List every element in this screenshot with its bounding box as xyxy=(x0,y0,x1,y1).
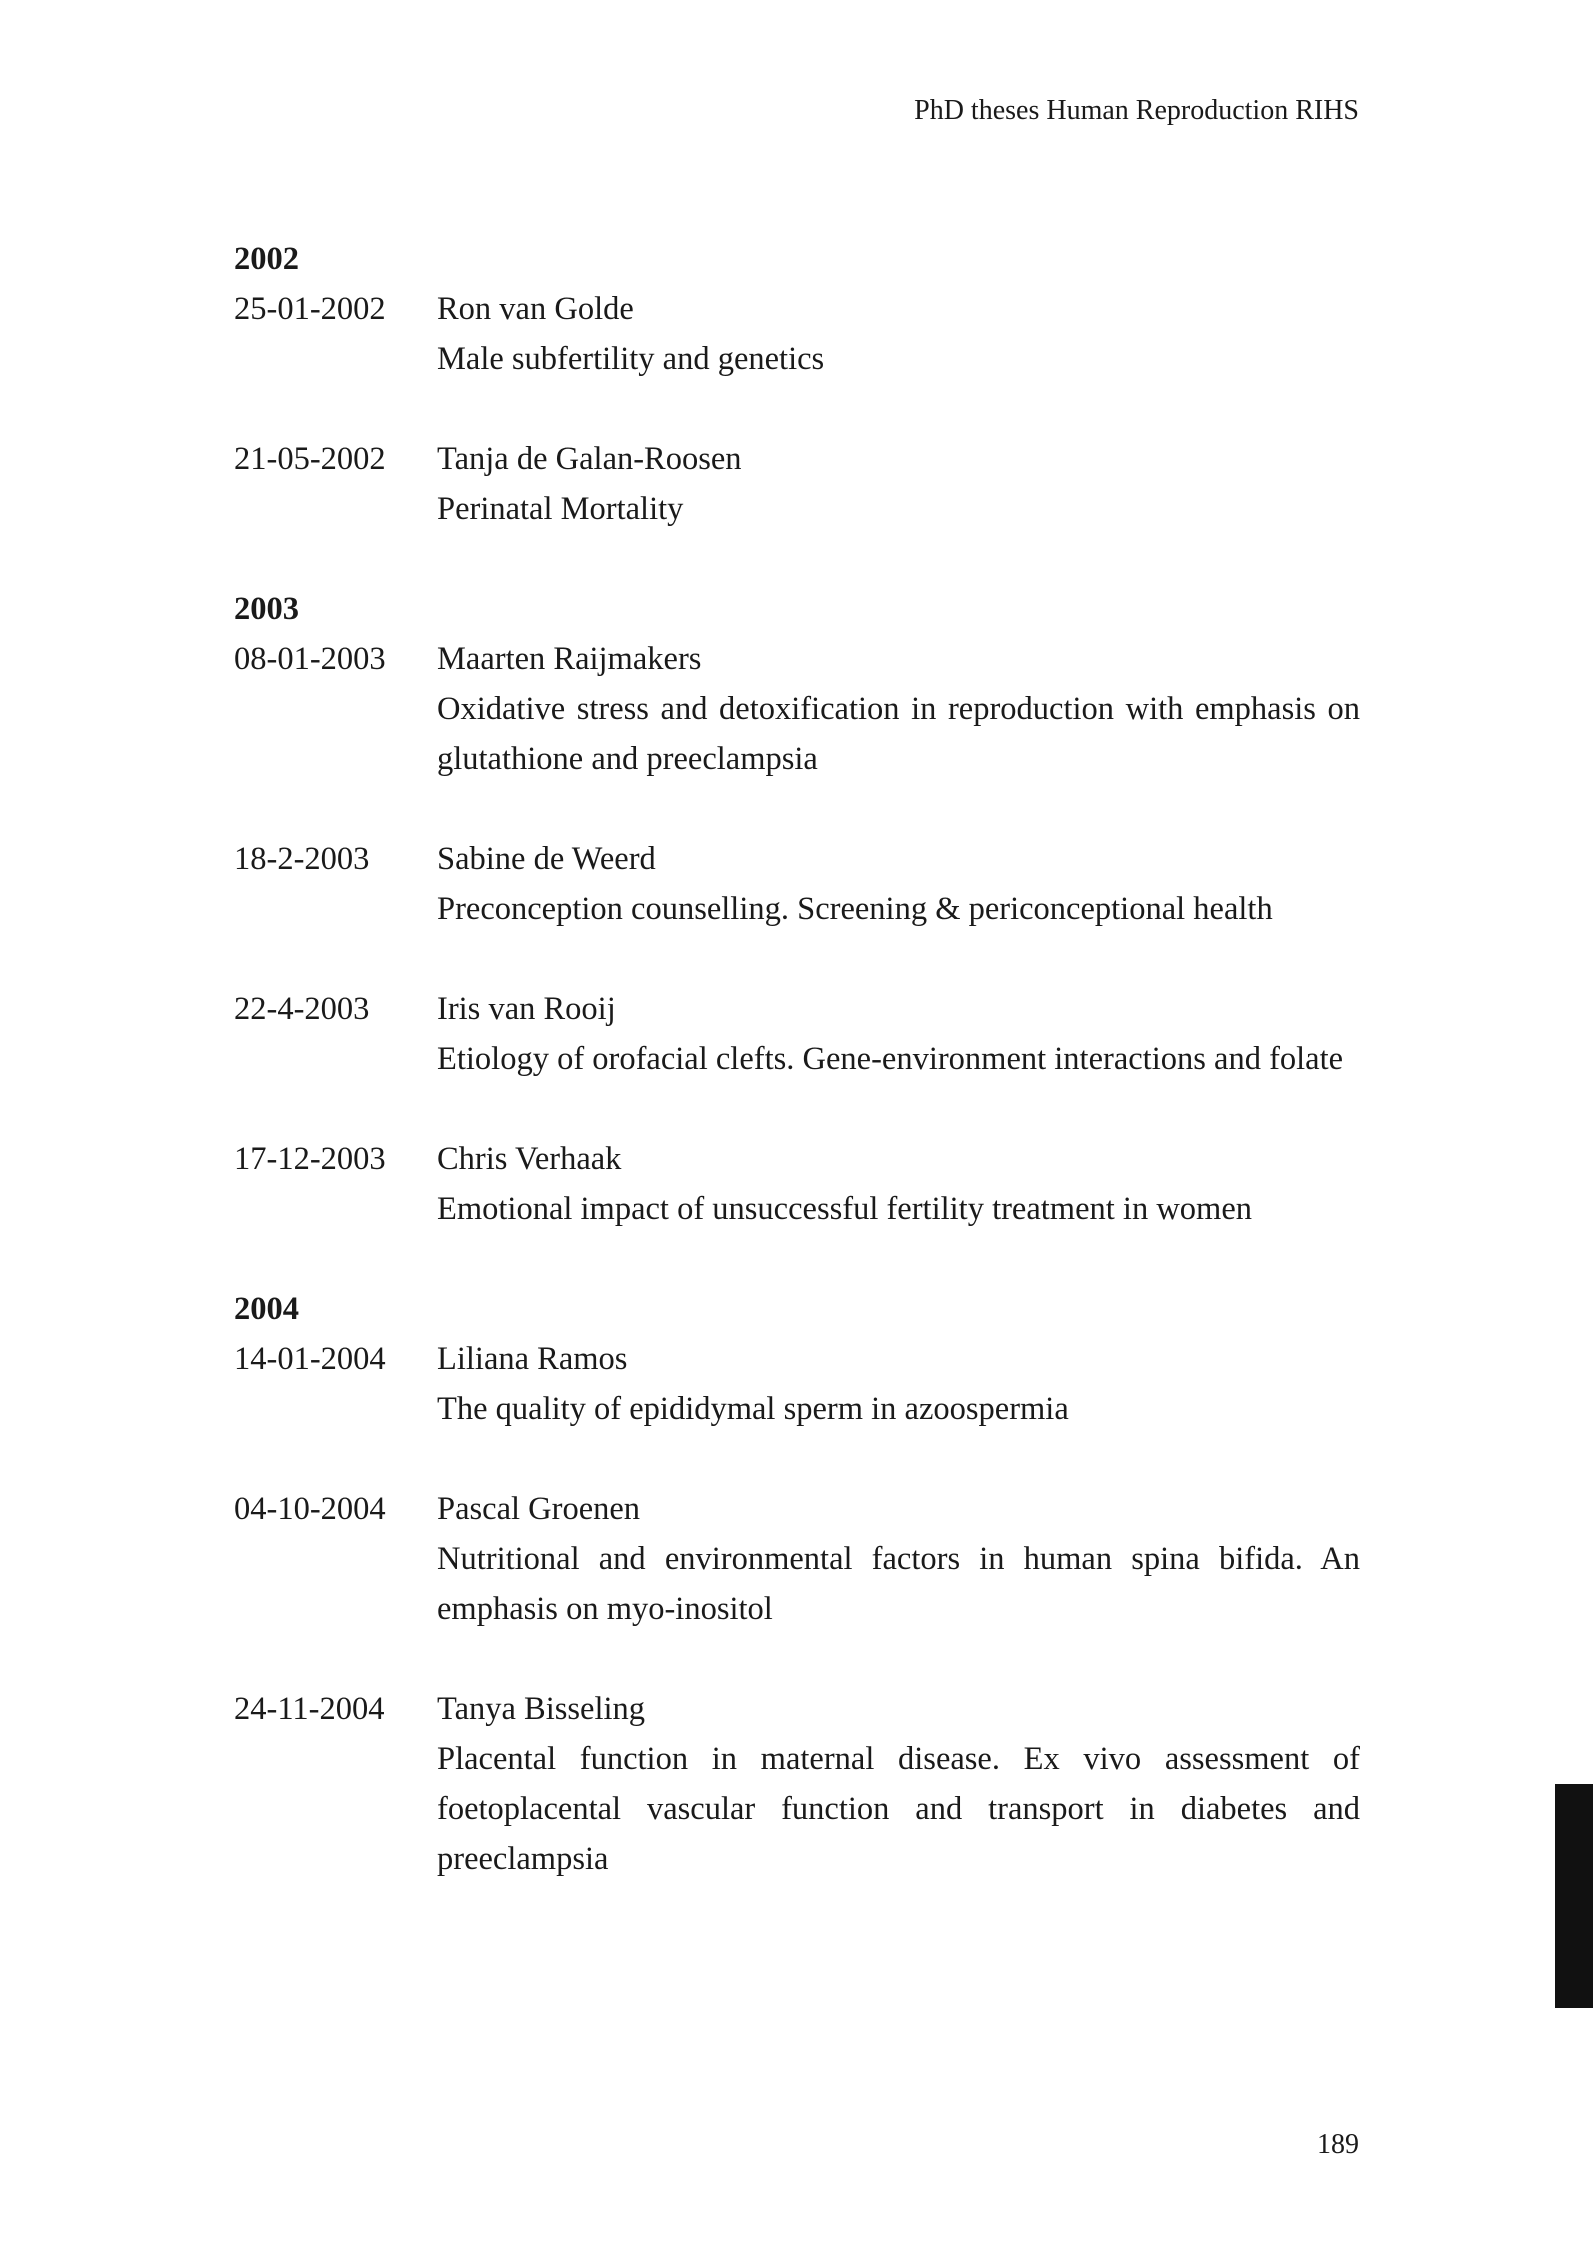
entry-body xyxy=(437,984,1360,1084)
thesis-entry xyxy=(234,834,1360,934)
entry-date: 14-01-2004 xyxy=(234,1341,386,1377)
entry-body xyxy=(437,1134,1360,1234)
entry-author: Pascal Groenen xyxy=(437,1491,641,1527)
entry-date: 25-01-2002 xyxy=(234,291,386,327)
thesis-entry xyxy=(234,1484,1360,1634)
thesis-entry xyxy=(234,1134,1360,1234)
thesis-entry xyxy=(234,984,1360,1084)
year-heading-2003: 2003 xyxy=(234,591,299,627)
entry-author: Ron van Golde xyxy=(437,291,634,327)
entry-body xyxy=(437,1334,1360,1434)
entry-author: Sabine de Weerd xyxy=(437,841,656,877)
entry-author: Tanya Bisseling xyxy=(437,1691,646,1727)
entry-date: 24-11-2004 xyxy=(234,1691,385,1727)
entry-body xyxy=(437,434,1360,534)
thesis-entry xyxy=(234,1334,1360,1434)
entry-date: 21-05-2002 xyxy=(234,441,386,477)
entry-title: Male subfertility and genetics xyxy=(437,341,825,377)
thesis-entry xyxy=(234,284,1360,384)
entry-date: 04-10-2004 xyxy=(234,1491,386,1527)
entry-title: Nutritional and environmental factors in human spina bifida. An emphasis on myo-inositol xyxy=(437,1541,1360,1627)
thesis-entry xyxy=(234,1684,1360,1884)
entry-author: Chris Verhaak xyxy=(437,1141,622,1177)
entry-date: 22-4-2003 xyxy=(234,991,370,1027)
entry-date: 08-01-2003 xyxy=(234,641,386,677)
entry-date: 17-12-2003 xyxy=(234,1141,386,1177)
entry-body xyxy=(437,1684,1360,1884)
entry-date: 18-2-2003 xyxy=(234,841,370,877)
year-heading-2004: 2004 xyxy=(234,1291,299,1327)
thesis-list xyxy=(234,234,1360,1934)
entry-title: Placental function in maternal disease. Ex vivo assessment of foetoplacental vascular function and transport in diabetes and preeclampsia xyxy=(437,1741,1360,1877)
entry-title: Etiology of orofacial clefts. Gene-environment interactions and folate xyxy=(437,1041,1344,1077)
thesis-entry xyxy=(234,634,1360,784)
entry-author: Iris van Rooij xyxy=(437,991,616,1027)
entry-title: The quality of epididymal sperm in azoospermia xyxy=(437,1391,1069,1427)
entry-body xyxy=(437,284,1360,384)
running-header: PhD theses Human Reproduction RIHS xyxy=(914,95,1359,126)
entry-title: Preconception counselling. Screening & periconceptional health xyxy=(437,891,1273,927)
entry-title: Oxidative stress and detoxification in reproduction with emphasis on glutathione and preeclampsia xyxy=(437,691,1360,777)
page-number: 189 xyxy=(1317,2129,1359,2160)
entry-body xyxy=(437,834,1360,934)
entry-title: Perinatal Mortality xyxy=(437,491,684,527)
thesis-entry xyxy=(234,434,1360,534)
entry-author: Maarten Raijmakers xyxy=(437,641,702,677)
entry-title: Emotional impact of unsuccessful fertility treatment in women xyxy=(437,1191,1252,1227)
entry-body xyxy=(437,634,1360,784)
year-heading-2002: 2002 xyxy=(234,241,299,277)
entry-body xyxy=(437,1484,1360,1634)
chapter-thumb-tab xyxy=(1555,1784,1593,2008)
entry-author: Liliana Ramos xyxy=(437,1341,628,1377)
entry-author: Tanja de Galan-Roosen xyxy=(437,441,742,477)
